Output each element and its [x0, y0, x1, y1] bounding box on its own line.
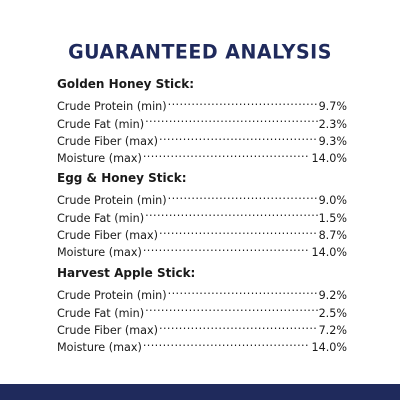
- row-value: 9.2%: [318, 289, 347, 303]
- row-label: Crude Fat (min): [57, 117, 145, 131]
- row-value: 9.3%: [318, 134, 347, 148]
- analysis-row-crude-protein: [57, 282, 347, 303]
- row-label: Crude Protein (min): [57, 100, 167, 114]
- page-title: GUARANTEED ANALYSIS: [68, 40, 332, 64]
- dot-leader: [168, 187, 318, 204]
- row-label: Crude Protein (min): [57, 289, 167, 303]
- dot-leader: [143, 239, 311, 256]
- dot-leader: [168, 282, 318, 299]
- dot-leader: [145, 204, 317, 221]
- row-label: Crude Fiber (max): [57, 228, 159, 242]
- section-harvest-apple-stick: [57, 265, 347, 355]
- analysis-row-crude-protein: [57, 187, 347, 208]
- row-label: Moisture (max): [57, 152, 142, 166]
- row-value: 2.5%: [318, 306, 347, 320]
- row-label: Crude Protein (min): [57, 194, 167, 208]
- row-value: 8.7%: [318, 228, 347, 242]
- row-label: Crude Fat (min): [57, 211, 145, 225]
- section-heading: Egg & Honey Stick:: [57, 171, 187, 185]
- section-heading: Harvest Apple Stick:: [57, 266, 196, 280]
- dot-leader: [145, 110, 317, 127]
- section-heading: Golden Honey Stick:: [57, 77, 195, 91]
- row-value: 14.0%: [311, 246, 347, 260]
- row-label: Crude Fat (min): [57, 306, 145, 320]
- row-value: 9.0%: [318, 194, 347, 208]
- dot-leader: [159, 317, 318, 334]
- section-golden-honey-stick: [57, 76, 347, 166]
- analysis-row-crude-protein: [57, 93, 347, 114]
- row-value: 2.3%: [318, 117, 347, 131]
- dot-leader: [159, 128, 318, 145]
- dot-leader: [143, 334, 311, 351]
- dot-leader: [159, 222, 318, 239]
- dot-leader: [168, 93, 318, 110]
- row-value: 14.0%: [311, 152, 347, 166]
- row-label: Moisture (max): [57, 246, 142, 260]
- dot-leader: [143, 145, 311, 162]
- row-label: Crude Fiber (max): [57, 134, 159, 148]
- row-value: 14.0%: [311, 341, 347, 355]
- footer-band: [0, 384, 400, 400]
- row-value: 7.2%: [318, 323, 347, 337]
- row-value: 9.7%: [318, 100, 347, 114]
- section-egg-honey-stick: [57, 170, 347, 260]
- row-label: Crude Fiber (max): [57, 323, 159, 337]
- dot-leader: [145, 299, 317, 316]
- row-label: Moisture (max): [57, 341, 142, 355]
- row-value: 1.5%: [318, 211, 347, 225]
